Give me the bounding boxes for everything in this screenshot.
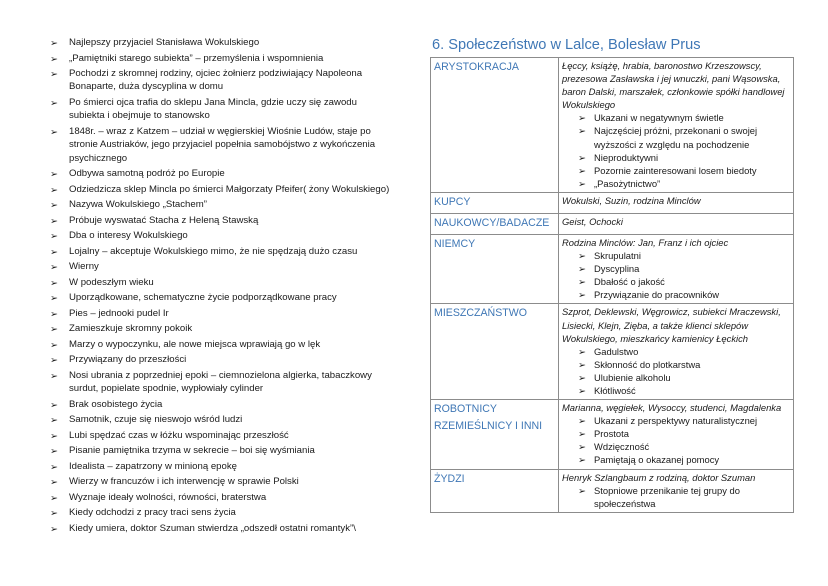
arrow-bullet-icon: ➢ — [50, 199, 58, 211]
arrow-bullet-icon: ➢ — [578, 125, 586, 137]
trait-text: Ukazani w negatywnym świetle — [594, 112, 724, 124]
list-item-text: 1848r. – wraz z Katzem – udział w węgierskiej Wiośnie Ludów, staje po stronie Austriaków, jego przyjaciel popełnia samobójstwo z wykończenia psychicznego — [69, 125, 376, 164]
traits-list — [562, 249, 790, 301]
arrow-bullet-icon: ➢ — [50, 292, 58, 304]
list-item-text: Pochodzi z skromnej rodziny, ojciec żołnierz podziwiający Napoleona Bonaparte, duża dyscyplina w domu — [69, 68, 363, 93]
members-text: Geist, Ochocki — [562, 215, 623, 227]
traits-list — [562, 345, 790, 397]
list-item-text: Najlepszy przyjaciel Stanisława Wokulskiego — [69, 37, 260, 48]
members-text: Wokulski, Suzin, rodzina Minclów — [562, 194, 701, 206]
list-item-text: Dba o interesy Wokulskiego — [69, 230, 188, 242]
list-item — [50, 198, 390, 211]
arrow-bullet-icon: ➢ — [578, 428, 586, 440]
list-item — [50, 413, 390, 426]
trait-item — [578, 371, 790, 384]
trait-text: Wdzięczność — [594, 441, 650, 453]
list-item-text: Wierny — [69, 261, 99, 273]
members-cell — [559, 400, 794, 469]
table-row — [431, 400, 794, 469]
arrow-bullet-icon: ➢ — [578, 151, 586, 163]
list-item — [50, 475, 390, 488]
society-section — [430, 36, 794, 513]
category-cell: ROBOTNICY RZEMIEŚLNICY I INNI — [431, 400, 559, 469]
list-item-text: Samotnik, czuje się nieswojo wśród ludzi — [69, 414, 243, 426]
trait-item — [578, 484, 790, 510]
trait-text: Gadulstwo — [594, 345, 639, 357]
trait-item — [578, 440, 790, 453]
arrow-bullet-icon: ➢ — [578, 112, 586, 124]
list-item-text: Przywiązany do przeszłości — [69, 354, 187, 366]
members-cell — [559, 469, 794, 512]
arrow-bullet-icon: ➢ — [50, 245, 58, 257]
list-item-text: „Pamiętniki starego subiekta” – przemyślenia i wspomnienia — [69, 52, 324, 64]
list-item — [50, 67, 390, 94]
arrow-bullet-icon: ➢ — [50, 214, 58, 226]
arrow-bullet-icon: ➢ — [50, 307, 58, 319]
members-text: Henryk Szlangbaum z rodziną, doktor Szuman — [562, 471, 756, 483]
members-cell — [559, 213, 794, 234]
category-cell: ARYSTOKRACJA — [431, 58, 559, 193]
trait-text: Przywiązanie do pracowników — [594, 289, 720, 301]
trait-item — [578, 249, 790, 262]
trait-text: Dyscyplina — [594, 263, 640, 275]
trait-text: „Pasożytnictwo” — [594, 177, 661, 189]
list-item — [50, 96, 390, 123]
trait-text: Dbałość o jakość — [594, 276, 665, 288]
trait-text: Ulubienie alkoholu — [594, 371, 671, 383]
table-row — [431, 234, 794, 303]
list-item — [50, 245, 390, 258]
members-text: Łęccy, książę, hrabia, baronostwo Krzeszowscy, prezesowa Zasławska i jej wnuczki, pani Wąsowska, baron Dalski, marszałek, członkowie spółki handlowej Wokulskiego — [562, 60, 785, 111]
arrow-bullet-icon: ➢ — [50, 323, 58, 335]
list-item-text: Marzy o wypoczynku, ale nowe miejsca wprawiają go w lęk — [69, 338, 321, 350]
arrow-bullet-icon: ➢ — [578, 177, 586, 189]
list-item — [50, 522, 390, 535]
list-item — [50, 307, 390, 320]
list-item — [50, 260, 390, 273]
table-row — [431, 192, 794, 213]
trait-item — [578, 151, 790, 164]
arrow-bullet-icon: ➢ — [578, 164, 586, 176]
trait-text: Pozornie zainteresowani losem biedoty — [594, 164, 757, 176]
members-text: Rodzina Minclów: Jan, Franz i ich ojciec — [562, 236, 729, 248]
arrow-bullet-icon: ➢ — [578, 263, 586, 275]
trait-item — [578, 414, 790, 427]
arrow-bullet-icon: ➢ — [50, 507, 58, 519]
category-cell: NIEMCY — [431, 234, 559, 303]
list-item-text: Pies – jednooki pudel Ir — [69, 307, 169, 319]
list-item — [50, 444, 390, 457]
arrow-bullet-icon: ➢ — [50, 261, 58, 273]
arrow-bullet-icon: ➢ — [578, 484, 586, 496]
arrow-bullet-icon: ➢ — [578, 454, 586, 466]
arrow-bullet-icon: ➢ — [578, 441, 586, 453]
list-item — [50, 125, 390, 165]
arrow-bullet-icon: ➢ — [50, 338, 58, 350]
arrow-bullet-icon: ➢ — [50, 276, 58, 288]
list-item-text: Odbywa samotną podróż po Europie — [69, 168, 225, 180]
category-cell: NAUKOWCY/BADACZE — [431, 213, 559, 234]
arrow-bullet-icon: ➢ — [50, 414, 58, 426]
arrow-bullet-icon: ➢ — [50, 183, 58, 195]
list-item — [50, 506, 390, 519]
arrow-bullet-icon: ➢ — [50, 460, 58, 472]
list-item-text: Lojalny – akceptuje Wokulskiego mimo, że nie spędzają dużo czasu — [69, 245, 358, 257]
list-item-text: Wyznaje ideały wolności, równości, braterstwa — [69, 491, 267, 503]
trait-item — [578, 164, 790, 177]
arrow-bullet-icon: ➢ — [578, 358, 586, 370]
trait-text: Stopniowe przenikanie tej grupy do społeczeństwa — [594, 484, 740, 509]
traits-list — [562, 414, 790, 466]
list-item — [50, 369, 390, 396]
trait-item — [578, 345, 790, 358]
list-item-text: Uporządkowane, schematyczne życie podporządkowane pracy — [69, 292, 337, 304]
members-cell — [559, 58, 794, 193]
list-item — [50, 229, 390, 242]
trait-text: Pamiętają o okazanej pomocy — [594, 454, 720, 466]
trait-item — [578, 124, 790, 150]
traits-list — [562, 111, 790, 190]
list-item — [50, 429, 390, 442]
category-cell: MIESZCZAŃSTWO — [431, 304, 559, 400]
list-item — [50, 52, 390, 65]
trait-item — [578, 111, 790, 124]
list-item — [50, 276, 390, 289]
list-item — [50, 214, 390, 227]
arrow-bullet-icon: ➢ — [50, 68, 58, 79]
table-row — [431, 469, 794, 512]
arrow-bullet-icon: ➢ — [50, 398, 58, 410]
arrow-bullet-icon: ➢ — [50, 230, 58, 242]
society-table — [430, 57, 794, 513]
list-item — [50, 322, 390, 335]
list-item-text: Nazywa Wokulskiego „Stachem” — [69, 199, 207, 211]
trait-text: Prostota — [594, 428, 629, 440]
list-item-text: Pisanie pamiętnika trzyma w sekrecie – boi się wyśmiania — [69, 445, 315, 457]
list-item-text: Idealista – zapatrzony w minioną epokę — [69, 460, 237, 472]
list-item — [50, 291, 390, 304]
trait-item — [578, 275, 790, 288]
character-notes-list — [50, 36, 390, 537]
trait-item — [578, 453, 790, 466]
trait-text: Kłótliwość — [594, 384, 636, 396]
list-item — [50, 338, 390, 351]
arrow-bullet-icon: ➢ — [50, 168, 58, 180]
section-title: 6. Społeczeństwo w Lalce, Bolesław Prus — [432, 37, 701, 53]
trait-item — [578, 262, 790, 275]
list-item — [50, 353, 390, 366]
table-row — [431, 213, 794, 234]
trait-text: Skłonność do plotkarstwa — [594, 358, 701, 370]
arrow-bullet-icon: ➢ — [50, 369, 58, 381]
list-item — [50, 167, 390, 180]
arrow-bullet-icon: ➢ — [578, 384, 586, 396]
members-cell — [559, 192, 794, 213]
members-cell — [559, 304, 794, 400]
trait-text: Skrupulatni — [594, 250, 641, 262]
arrow-bullet-icon: ➢ — [578, 289, 586, 301]
arrow-bullet-icon: ➢ — [578, 415, 586, 427]
members-cell — [559, 234, 794, 303]
arrow-bullet-icon: ➢ — [50, 52, 58, 64]
arrow-bullet-icon: ➢ — [578, 345, 586, 357]
list-item-text: Brak osobistego życia — [69, 398, 163, 410]
list-item — [50, 183, 390, 196]
table-row — [431, 58, 794, 193]
table-row — [431, 304, 794, 400]
arrow-bullet-icon: ➢ — [578, 250, 586, 262]
list-item — [50, 491, 390, 504]
arrow-bullet-icon: ➢ — [578, 276, 586, 288]
arrow-bullet-icon: ➢ — [50, 96, 58, 108]
arrow-bullet-icon: ➢ — [50, 476, 58, 488]
trait-item — [578, 358, 790, 371]
trait-text: Ukazani z perspektywy naturalistycznej — [594, 415, 758, 427]
arrow-bullet-icon: ➢ — [50, 429, 58, 441]
trait-text: Najczęściej próżni, przekonani o swojej wyższości z względu na pochodzenie — [594, 125, 758, 150]
arrow-bullet-icon: ➢ — [50, 522, 58, 534]
arrow-bullet-icon: ➢ — [50, 37, 58, 48]
list-item-text: Po śmierci ojca trafia do sklepu Jana Mincla, gdzie uczy się zawodu subiekta i obejmuje to stanowsko — [69, 96, 357, 122]
list-item-text: Nosi ubrania z poprzedniej epoki – ciemnozielona algierka, tabaczkowy surdut, popielate spodnie, wypłowiały cylinder — [69, 369, 372, 395]
list-item — [50, 36, 390, 49]
list-item — [50, 460, 390, 473]
list-item-text: Kiedy umiera, doktor Szuman stwierdza „odszedł ostatni romantyk”\ — [69, 522, 356, 534]
trait-item — [578, 288, 790, 301]
traits-list — [562, 484, 790, 510]
trait-item — [578, 427, 790, 440]
arrow-bullet-icon: ➢ — [50, 445, 58, 457]
trait-text: Nieproduktywni — [594, 151, 659, 163]
trait-item — [578, 177, 790, 190]
list-item-text: Kiedy odchodzi z pracy traci sens życia — [69, 507, 236, 519]
arrow-bullet-icon: ➢ — [578, 371, 586, 383]
arrow-bullet-icon: ➢ — [50, 125, 58, 137]
list-item — [50, 398, 390, 411]
arrow-bullet-icon: ➢ — [50, 354, 58, 366]
list-item-text: Zamieszkuje skromny pokoik — [69, 323, 193, 335]
list-item-text: W podeszłym wieku — [69, 276, 154, 288]
list-item-text: Próbuje wyswatać Stacha z Heleną Stawską — [69, 214, 259, 226]
members-text: Szprot, Deklewski, Węgrowicz, subiekci Mraczewski, Lisiecki, Klejn, Zięba, a także klienci sklepów Wokulskiego, mieszkańcy kamienicy Łęckich — [562, 306, 781, 344]
category-cell: ŻYDZI — [431, 469, 559, 512]
list-item-text: Wierzy w francuzów i ich interwencję w sprawie Polski — [69, 476, 299, 488]
category-cell: KUPCY — [431, 192, 559, 213]
arrow-bullet-icon: ➢ — [50, 491, 58, 503]
list-item-text: Odziedzicza sklep Mincla po śmierci Małgorzaty Pfeifer( żony Wokulskiego) — [69, 183, 390, 195]
trait-item — [578, 384, 790, 397]
members-text: Marianna, węgiełek, Wysoccy, studenci, Magdalenka — [562, 402, 782, 414]
list-item-text: Lubi spędzać czas w łóżku wspominając przeszłość — [69, 429, 289, 441]
